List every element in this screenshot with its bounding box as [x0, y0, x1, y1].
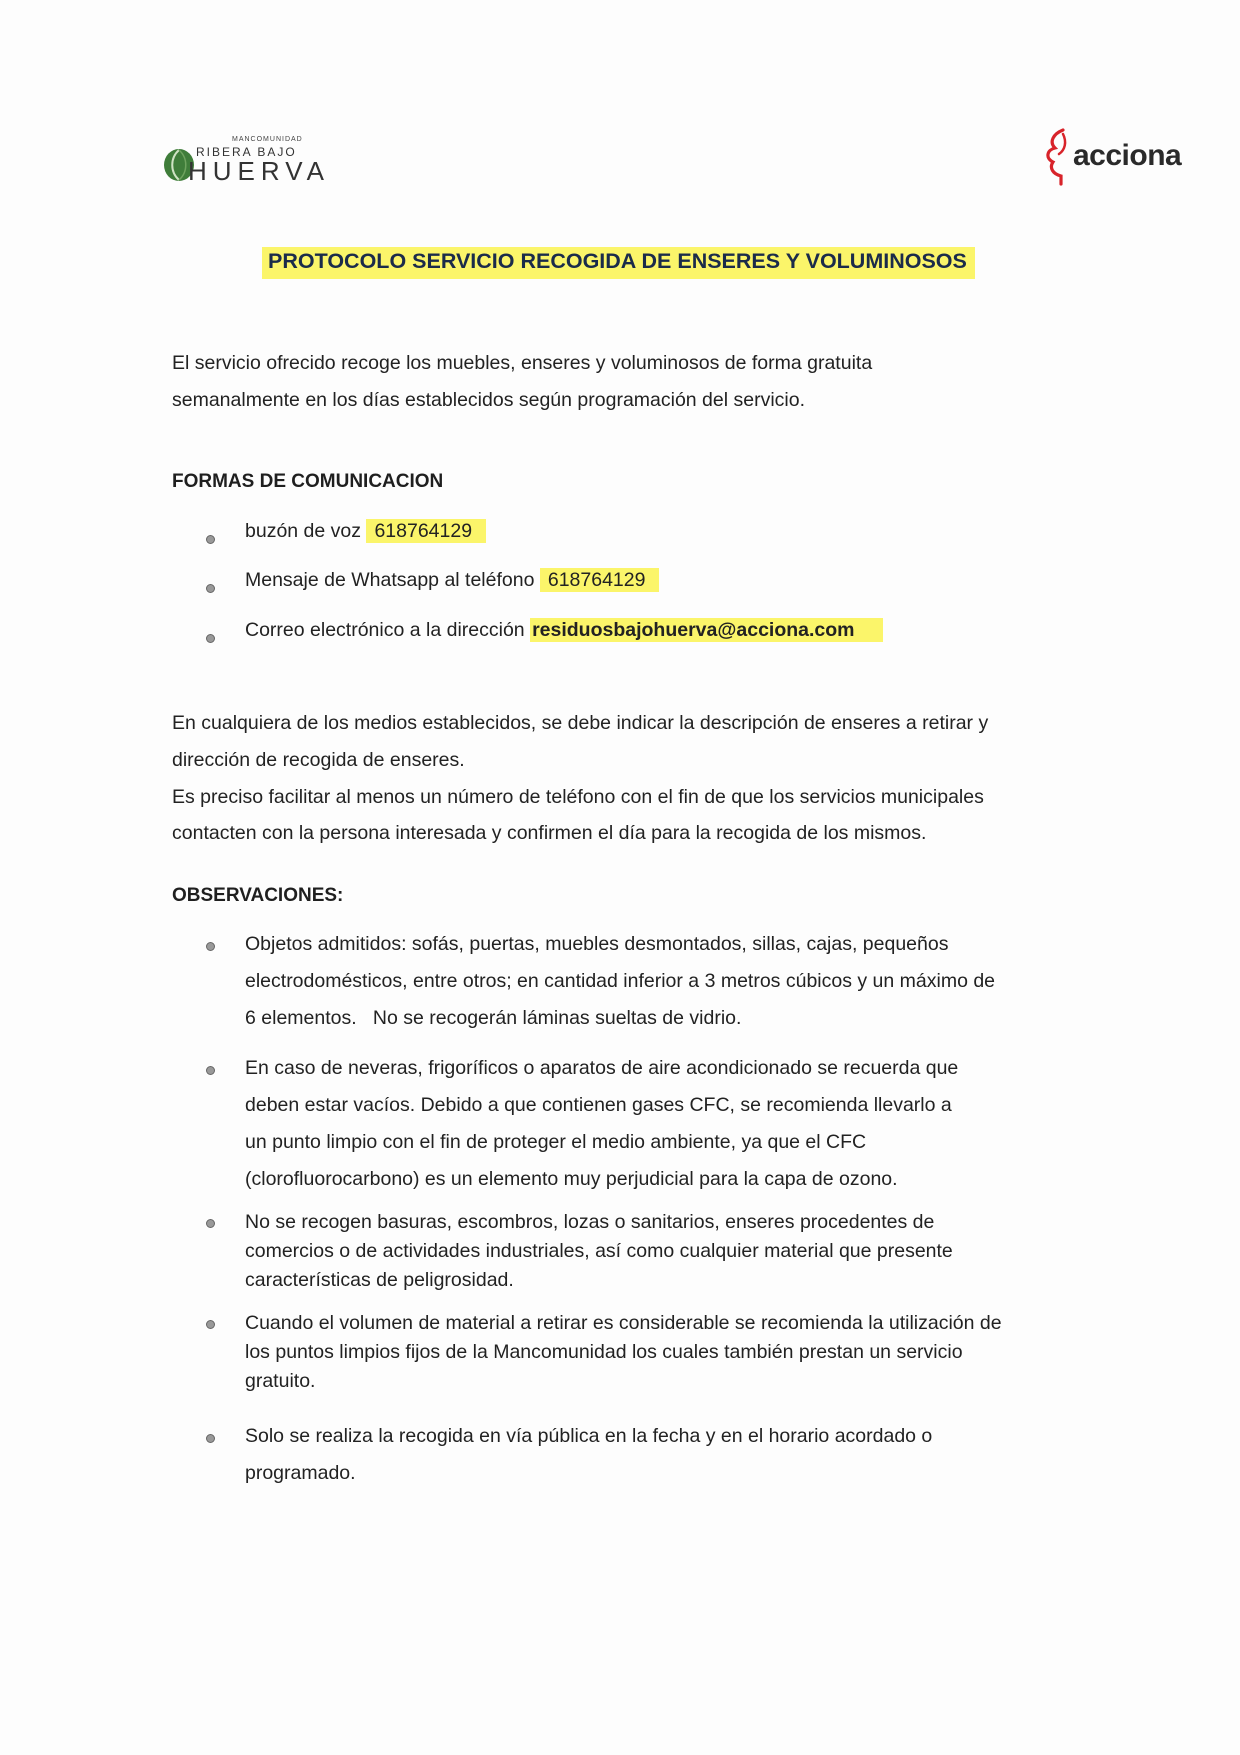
observation-item-3-line-3: características de peligrosidad.: [245, 1269, 514, 1291]
observations-heading: OBSERVACIONES:: [172, 885, 344, 906]
observation-item-1-line-2: electrodomésticos, entre otros; en cantidad inferior a 3 metros cúbicos y un máximo de: [245, 970, 996, 992]
acciona-logo: [1043, 128, 1183, 188]
document-title: PROTOCOLO SERVICIO RECOGIDA DE ENSERES Y VOLUMINOSOS: [262, 247, 975, 279]
contact-voicemail-label: buzón de voz: [245, 520, 362, 542]
logo-ribera-text: RIBERA BAJO: [196, 145, 297, 159]
observation-item-1-line-1: Objetos admitidos: sofás, puertas, muebles desmontados, sillas, cajas, pequeños: [245, 933, 949, 955]
observation-item-2-line-2: deben estar vacíos. Debido a que contienen gases CFC, se recomienda llevarlo a: [245, 1094, 952, 1116]
instructions-line-1: En cualquiera de los medios establecidos, se debe indicar la descripción de enseres a retirar y: [172, 712, 989, 734]
logo-mancomunidad-text: MANCOMUNIDAD: [232, 136, 303, 143]
contact-voicemail: [245, 520, 486, 543]
bullet-icon: [206, 584, 215, 593]
observation-item-3-line-1: No se recogen basuras, escombros, lozas o sanitarios, enseres procedentes de: [245, 1211, 935, 1233]
logo-huerva-text: HUERVA: [188, 156, 330, 186]
contact-email: [245, 619, 883, 642]
acciona-wordmark: acciona: [1073, 139, 1182, 172]
bullet-icon: [206, 634, 215, 643]
observation-item-4-line-3: gratuito.: [245, 1370, 316, 1392]
contact-voicemail-number: 618764129: [366, 519, 486, 543]
observation-item-2-line-4: (clorofluorocarbono) es un elemento muy perjudicial para la capa de ozono.: [245, 1168, 898, 1190]
observation-item-1-line-3: 6 elementos. No se recogerán láminas sueltas de vidrio.: [245, 1007, 742, 1029]
contact-whatsapp: [245, 569, 659, 592]
mancomunidad-logo: [162, 136, 330, 198]
observation-item-4-line-2: los puntos limpios fijos de la Mancomunidad los cuales también prestan un servicio: [245, 1341, 963, 1363]
communication-heading: FORMAS DE COMUNICACION: [172, 471, 444, 492]
intro-line-1: El servicio ofrecido recoge los muebles, enseres y voluminosos de forma gratuita: [172, 352, 873, 374]
bullet-icon: [206, 1066, 215, 1075]
bullet-icon: [206, 535, 215, 544]
observation-item-3-line-2: comercios o de actividades industriales, así como cualquier material que presente: [245, 1240, 953, 1262]
contact-whatsapp-label: Mensaje de Whatsapp al teléfono: [245, 569, 535, 591]
observation-item-2-line-3: un punto limpio con el fin de proteger el medio ambiente, ya que el CFC: [245, 1131, 867, 1153]
observation-item-2-line-1: En caso de neveras, frigoríficos o aparatos de aire acondicionado se recuerda que: [245, 1057, 959, 1079]
observation-item-5-line-1: Solo se realiza la recogida en vía pública en la fecha y en el horario acordado o: [245, 1425, 933, 1447]
bullet-icon: [206, 1219, 215, 1228]
bullet-icon: [206, 1434, 215, 1443]
instructions-line-2: dirección de recogida de enseres.: [172, 749, 465, 771]
intro-line-2: semanalmente en los días establecidos según programación del servicio.: [172, 389, 806, 411]
bullet-icon: [206, 1320, 215, 1329]
contact-whatsapp-number: 618764129: [540, 568, 660, 592]
observation-item-5-line-2: programado.: [245, 1462, 356, 1484]
instructions-line-3: Es preciso facilitar al menos un número de teléfono con el fin de que los servicios municipales: [172, 786, 984, 808]
contact-email-address: residuosbajohuerva@acciona.com: [530, 618, 882, 642]
instructions-line-4: contacten con la persona interesada y confirmen el día para la recogida de los mismos.: [172, 822, 927, 844]
contact-email-label: Correo electrónico a la dirección: [245, 619, 525, 641]
observation-item-4-line-1: Cuando el volumen de material a retirar es considerable se recomienda la utilización de: [245, 1312, 1002, 1334]
bullet-icon: [206, 942, 215, 951]
acciona-red-mark-icon: [1043, 128, 1071, 186]
